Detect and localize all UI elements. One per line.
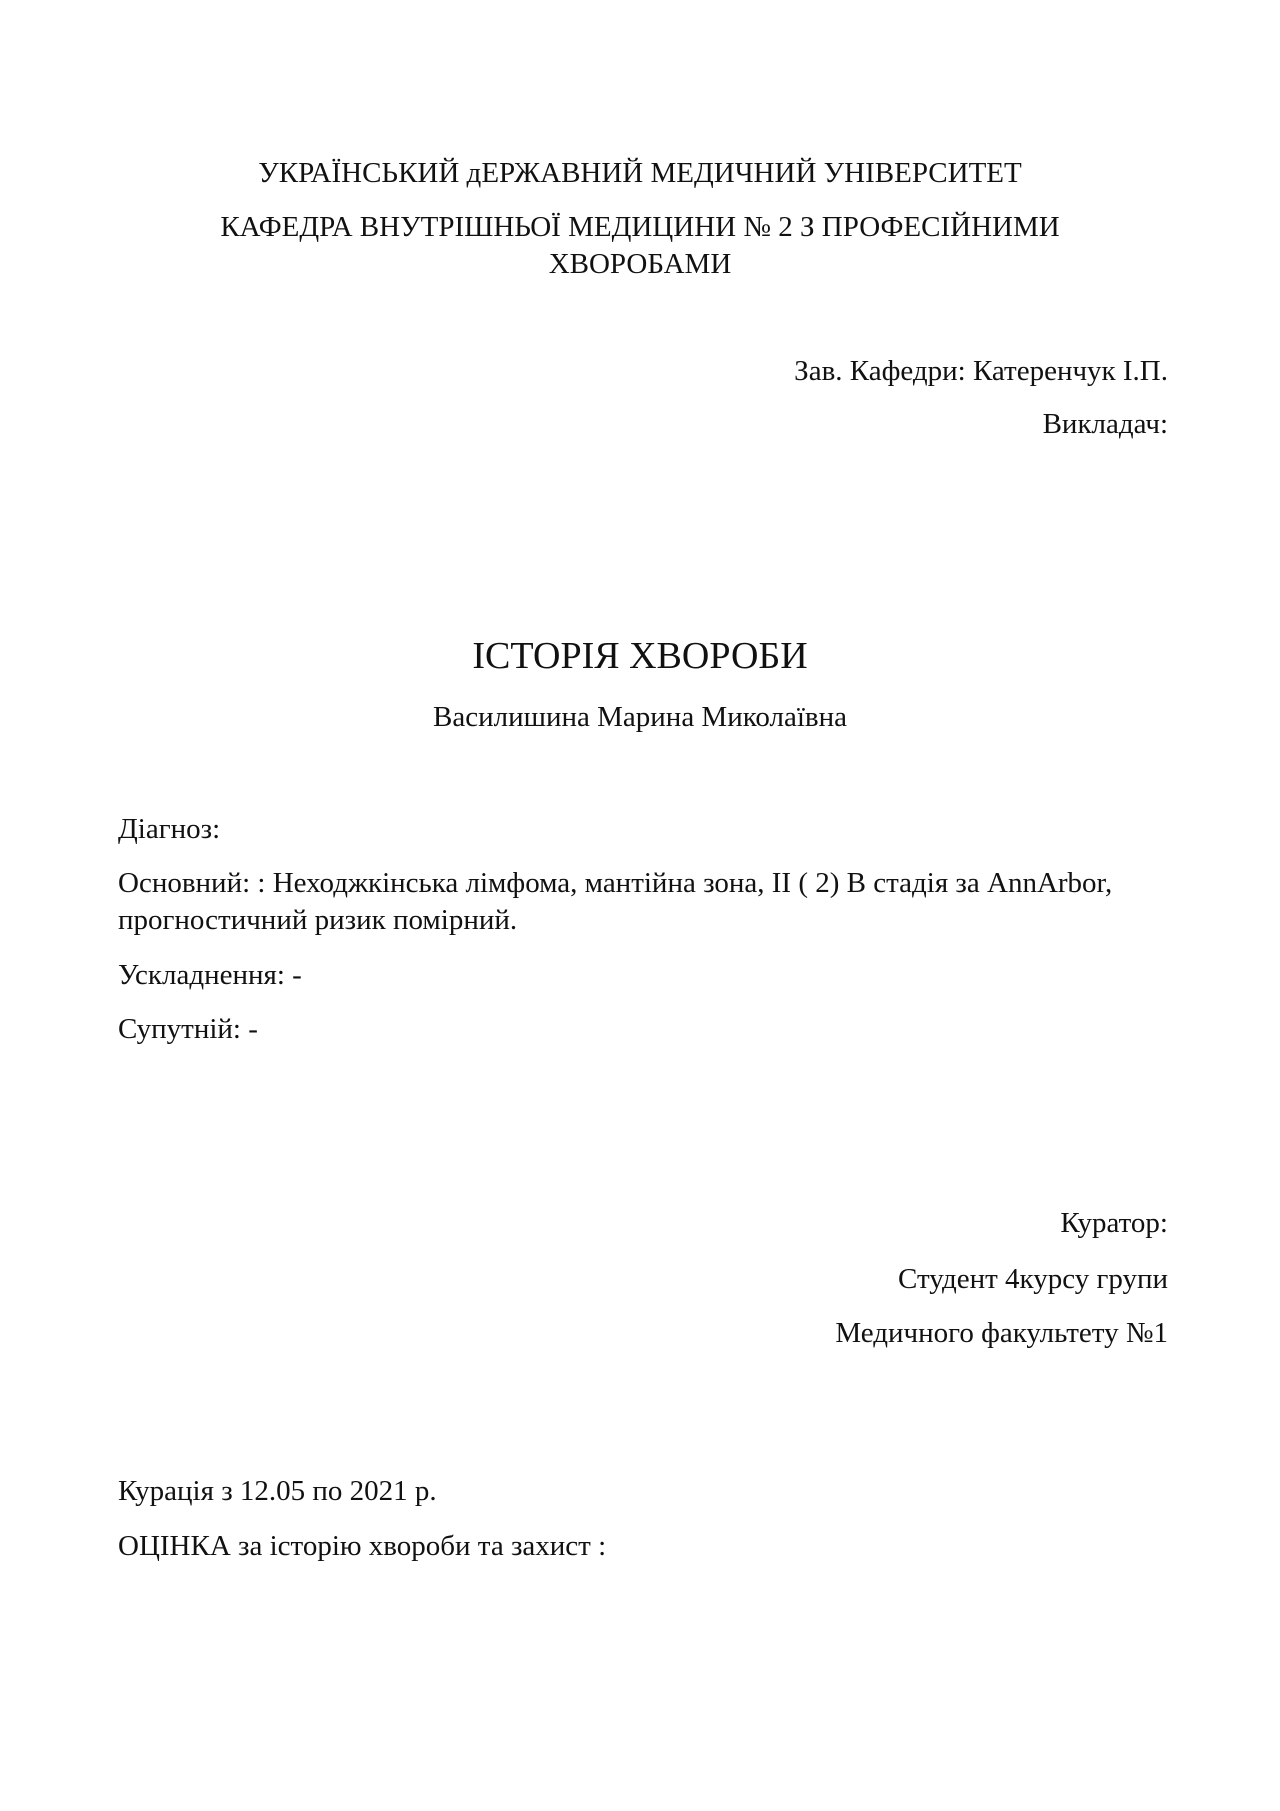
university-name: УКРАЇНСЬКИЙ дЕРЖАВНИЙ МЕДИЧНИЙ УНІВЕРСИТЕТ (258, 157, 1022, 189)
department-name-line2: ХВОРОБАМИ (548, 248, 732, 280)
document-title: ІСТОРІЯ ХВОРОБИ (472, 635, 808, 677)
main-diagnosis-line2: прогностичний ризик помірний. (118, 904, 518, 936)
patient-name: Василишина Марина Миколаївна (433, 701, 847, 733)
curator-faculty: Медичного факультету №1 (835, 1317, 1168, 1349)
main-diagnosis-line1: Основний: : Неходжкінська лімфома, мантійна зона, ІІ ( 2) В стадія за AnnArbor, (118, 867, 1113, 899)
curator-student: Студент 4курсу групи (898, 1263, 1168, 1295)
concomitant-diagnosis: Супутній: - (118, 1013, 258, 1045)
head-of-department: Зав. Кафедри: Катеренчук І.П. (794, 355, 1168, 387)
complications: Ускладнення: - (118, 959, 302, 991)
grade-line: ОЦІНКА за історію хвороби та захист : (118, 1530, 607, 1562)
department-name-line1: КАФЕДРА ВНУТРІШНЬОЇ МЕДИЦИНИ № 2 З ПРОФЕСІЙНИМИ (220, 211, 1060, 243)
diagnosis-label: Діагноз: (118, 813, 221, 845)
curator-label: Куратор: (1060, 1207, 1168, 1239)
curation-period: Курація з 12.05 по 2021 р. (118, 1475, 437, 1507)
teacher-label: Викладач: (1042, 408, 1168, 440)
